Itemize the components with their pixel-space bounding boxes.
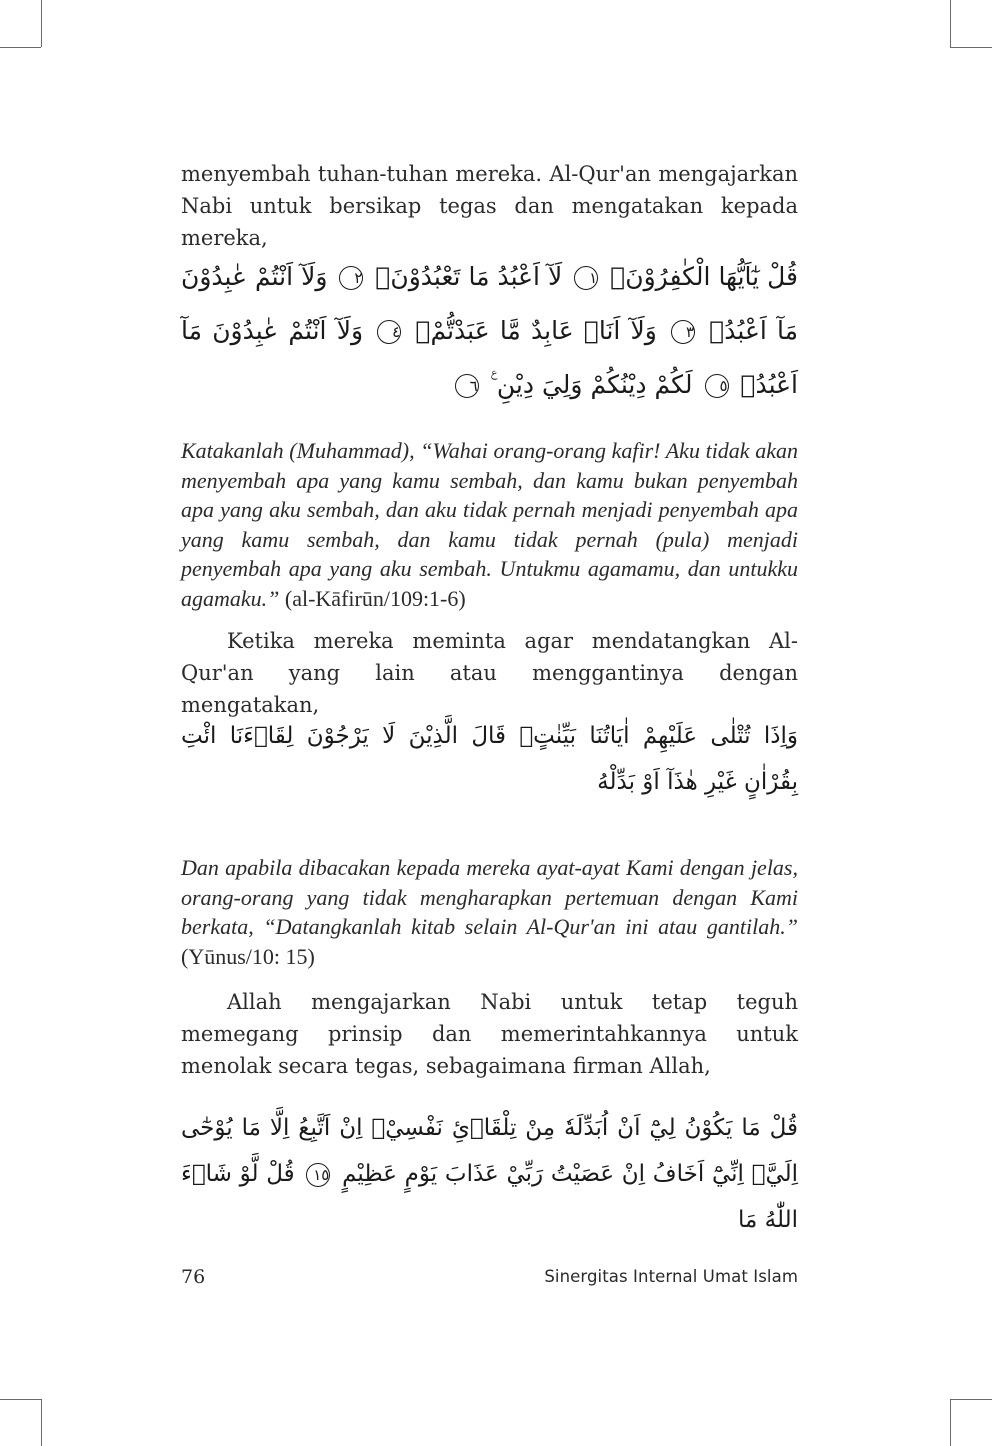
quran-line-1: قُلْ مَا يَكُوْنُ لِيْٓ اَنْ اُبَدِّلَهٗ مِنْ تِلْقَاۤئِ نَفْسِيْۚ اِنْ اَتَّبِعُ اِلَّا مَا يُوْحٰٓى اِلَيَّۚ [181, 1115, 799, 1187]
surah-reference: (Yūnus/10: 15) [181, 943, 315, 969]
translation-al-kafirun [181, 436, 798, 613]
ayah-number-mark: ٦ [455, 374, 479, 398]
paragraph-1: menyembah tuhan-tuhan mereka. Al-Qur'an mengajarkan Nabi untuk bersikap tegas dan mengatakan kepada mereka, [181, 162, 798, 250]
quran-verse-3a: وَلَآ اَنْتُمْ عٰبِدُوْنَ [181, 262, 328, 291]
quran-passage-yunus-15 [181, 1105, 799, 1233]
translation-yunus [181, 853, 798, 971]
quran-passage-yunus [181, 713, 798, 805]
quran-verse-2: لَآ اَعْبُدُ مَا تَعْبُدُوْنَۙ [375, 262, 563, 291]
translation-text: Dan apabila dibacakan kepada mereka ayat-ayat Kami dengan jelas, orang-orang yang tidak mengharapkan pertemuan dengan Kami berkata, “Datangkanlah kitab selain Al-Qur'an ini atau gantilah.” [181, 855, 798, 939]
crop-mark-bottom-right-v [950, 1399, 951, 1446]
page-body [181, 150, 799, 1233]
crop-mark-bottom-left-h [0, 1399, 41, 1400]
quran-verse-6a: لَكُمْ [654, 370, 693, 399]
crop-mark-bottom-left-v [41, 1399, 42, 1446]
quran-verse-4: وَلَآ اَنَا۠ عَابِدٌ مَّا عَبَدْتُّمْۙ [415, 316, 657, 345]
crop-mark-bottom-right-h [950, 1399, 992, 1400]
quran-verse-1: قُلْ يٰٓاَيُّهَا الْكٰفِرُوْنَۙ [610, 262, 798, 291]
crop-mark-top-right-h [950, 47, 992, 48]
ayah-number-mark: ٢ [339, 266, 363, 290]
paragraph-2: Ketika mereka meminta agar mendatangkan Al-Qur'an yang lain atau menggantinya dengan mengatakan, [181, 629, 798, 717]
quran-verse-5: وَلَآ اَنْتُمْ عٰبِدُوْنَ مَآ اَعْبُدُۗ [181, 316, 798, 399]
ayah-number-mark: ١ [574, 266, 598, 290]
quran-line-2b: قُلْ لَّوْ شَاۤءَ اللّٰهُ مَا [181, 1161, 798, 1233]
page-number: 76 [181, 1266, 206, 1288]
page-footer [181, 1266, 798, 1292]
quran-line-2: غَيْرِ هٰذَآ اَوْ بَدِّلْهُ [597, 769, 737, 795]
ayah-number-mark: ٤ [377, 320, 401, 344]
ayah-number-mark: ٣ [671, 320, 695, 344]
book-title: Sinergitas Internal Umat Islam [544, 1267, 798, 1286]
paragraph-3: Allah mengajarkan Nabi untuk tetap teguh memegang prinsip dan memerintahkannya untuk menolak secara tegas, sebagaimana firman Allah, [181, 990, 798, 1078]
ayah-number-mark: ٥ [705, 374, 729, 398]
crop-mark-top-left-v [41, 0, 42, 47]
crop-mark-top-right-v [950, 0, 951, 47]
translation-text: Katakanlah (Muhammad), “Wahai orang-orang kafir! Aku tidak akan menyembah apa yang kamu sembah, dan kamu bukan penyembah apa yang aku sembah, dan aku tidak pernah menjadi penyembah apa yang kamu sembah, dan kamu tidak pernah (pula) menjadi penyembah apa yang aku sembah. Untukmu agamamu, dan untukku agamaku.” [181, 438, 798, 611]
crop-mark-top-left-h [0, 47, 41, 48]
ayah-number-mark: ١٥ [306, 1163, 330, 1187]
surah-reference: (al-Kāfirūn/109:1-6) [284, 585, 466, 611]
quran-verse-3b: مَآ اَعْبُدُۚ [709, 316, 799, 345]
quran-passage-al-kafirun [181, 250, 798, 412]
quran-verse-6b: دِيْنُكُمْ وَلِيَ دِيْنِ ࣖ [490, 370, 647, 399]
quran-line-1: وَاِذَا تُتْلٰى عَلَيْهِمْ اٰيَاتُنَا بَيِّنٰتٍۙ قَالَ الَّذِيْنَ لَا يَرْجُوْنَ لِقَاۤءَنَا ائْتِ بِقُرْاٰنٍ [181, 723, 798, 795]
quran-line-2: اِنِّيْٓ اَخَافُ اِنْ عَصَيْتُ رَبِّيْ عَذَابَ يَوْمٍ عَظِيْمٍ [342, 1161, 744, 1187]
